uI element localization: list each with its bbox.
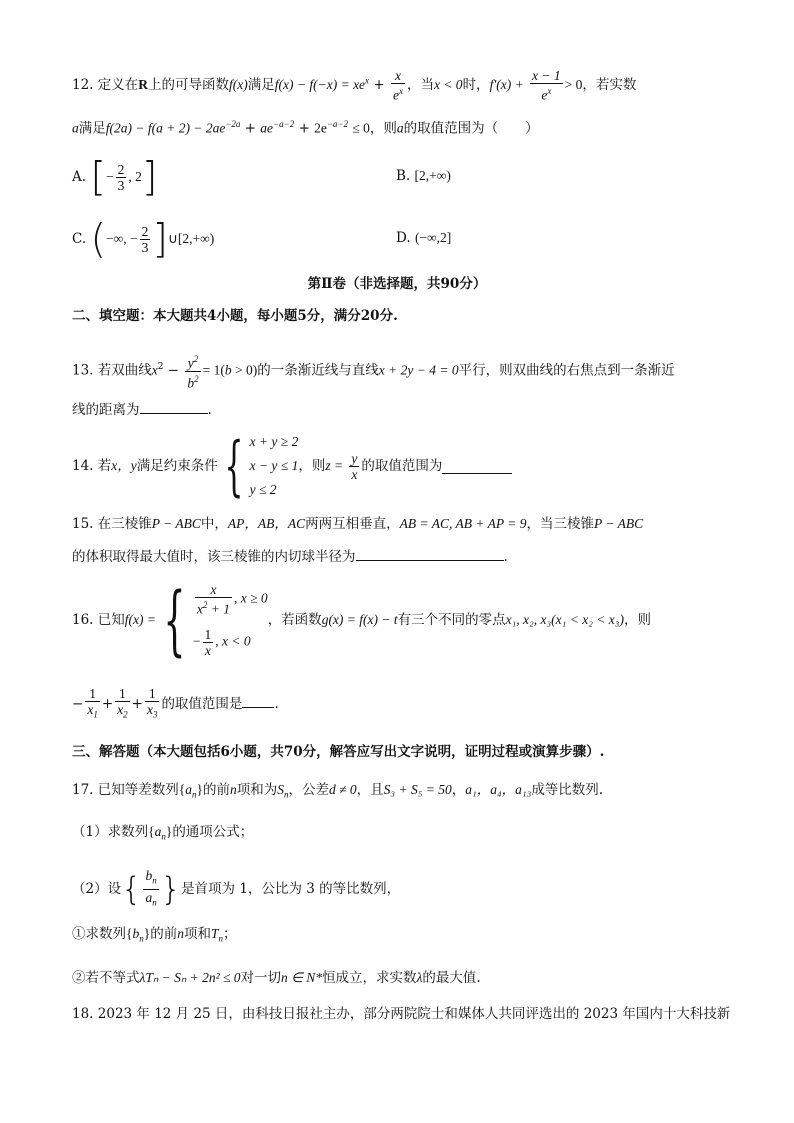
q17-part2: （2）设{ $\frac{b_n}{a_n}$ }是首项为 1，公比为 3 的等比数列，	[72, 868, 401, 909]
q14: 14. 若x，y满足约束条件 { x + y ≥ 2 x − y ≤ 1 y ≤ 2 ，则z = $\frac{y}{x}$ 的取值范围为	[72, 430, 512, 502]
q17-sub2: ②若不等式λTₙ − Sₙ + 2n² ≤ 0对一切n ∈ N*恒成立，求实数λ的最大值.	[72, 970, 481, 986]
q12-fraction-x-over-ex: $\frac{x}{e^x}$	[392, 68, 403, 103]
q13-line2: 线的距离为 .	[72, 399, 212, 420]
q16-line2: − $\frac{1}{x_1}$ + $\frac{1}{x_2}$ + $\frac{1}{x_3}$ 的取值范围是 .	[72, 686, 279, 720]
q12-line2: a满足$f(2a) - f(a + 2) - 2ae^{-2a} + ae^{-a-2} + 2e^{-a-2} \le 0$，则a的取值范围为（ ）	[72, 119, 539, 137]
section2-title: 第Ⅱ卷（非选择题，共90分）	[307, 276, 487, 292]
q12-line1: 12. 定义在R上的可导函数f(x)满足$f(x) - f(-x) = xe^x$ + $\frac{x}{e^x}$ ，当x < 0时，f′(x) + $\frac{x - 1}{e^x}$ > 0，若实数	[72, 68, 637, 103]
fill-blank-title: 二、填空题：本大题共4小题，每小题5分，满分20分.	[72, 308, 398, 324]
q17-part1: （1）求数列$\{a_n\}$的通项公式；	[72, 824, 254, 842]
q17-line1: 17. 已知等差数列$\{a_n\}$的前n项和为$S_n$，公差d ≠ 0，且S₃ + S₅ = 50，a₁，a₄，a₁₃成等比数列.	[72, 782, 604, 800]
q13-answer-blank[interactable]	[140, 399, 208, 414]
q14-answer-blank[interactable]	[442, 459, 512, 474]
q15-answer-blank[interactable]	[356, 546, 504, 561]
q12-option-d: D. (−∞,2]	[396, 230, 452, 246]
q15-line2: 的体积取得最大值时，该三棱锥的内切球半径为 .	[72, 546, 508, 567]
q18-line1: 18. 2023 年 12 月 25 日，由科技日报社主办，部分两院院士和媒体人共同评选出的 2023 年国内十大科技新	[72, 1006, 731, 1022]
q15-line1: 15. 在三棱锥P − ABC中，AP，AB，AC两两互相垂直，AB = AC, AB + AP = 9，当三棱锥P − ABC	[72, 516, 644, 532]
q13-line1: 13. 若双曲线$x^2$ − $\frac{y^2}{b^2}$ = 1(b > 0)的一条渐近线与直线x + 2y − 4 = 0平行，则双曲线的右焦点到一条渐近	[72, 354, 675, 390]
q12-fraction-x1-over-ex: $\frac{x - 1}{e^x}$	[532, 68, 561, 103]
solve-title: 三、解答题（本大题包括6小题，共70分，解答应写出文字说明，证明过程或演算步骤）.	[72, 744, 605, 760]
q12-option-a: A. [− $\frac{2}{3}$ , 2]	[72, 154, 158, 201]
q12-option-b: B. [2,+∞)	[396, 168, 451, 184]
q16-answer-blank[interactable]	[242, 693, 274, 708]
q17-sub1: ①求数列$\{b_n\}$的前n项和$T_n$；	[72, 926, 237, 944]
q16-line1: 16. 已知f(x) = { $\frac{x}{x^2 + 1}$ , x ≥ 0 − $\frac{1}{x}$ , x < 0 ，若函数g(x) = f(x) − t有三个不同的零点x₁, x₂, x₃(x₁ < x₂ < x₃)，则	[72, 575, 651, 664]
q12-option-c: C. (−∞, − $\frac{2}{3}$ ]∪[2,+∞)	[72, 216, 215, 263]
